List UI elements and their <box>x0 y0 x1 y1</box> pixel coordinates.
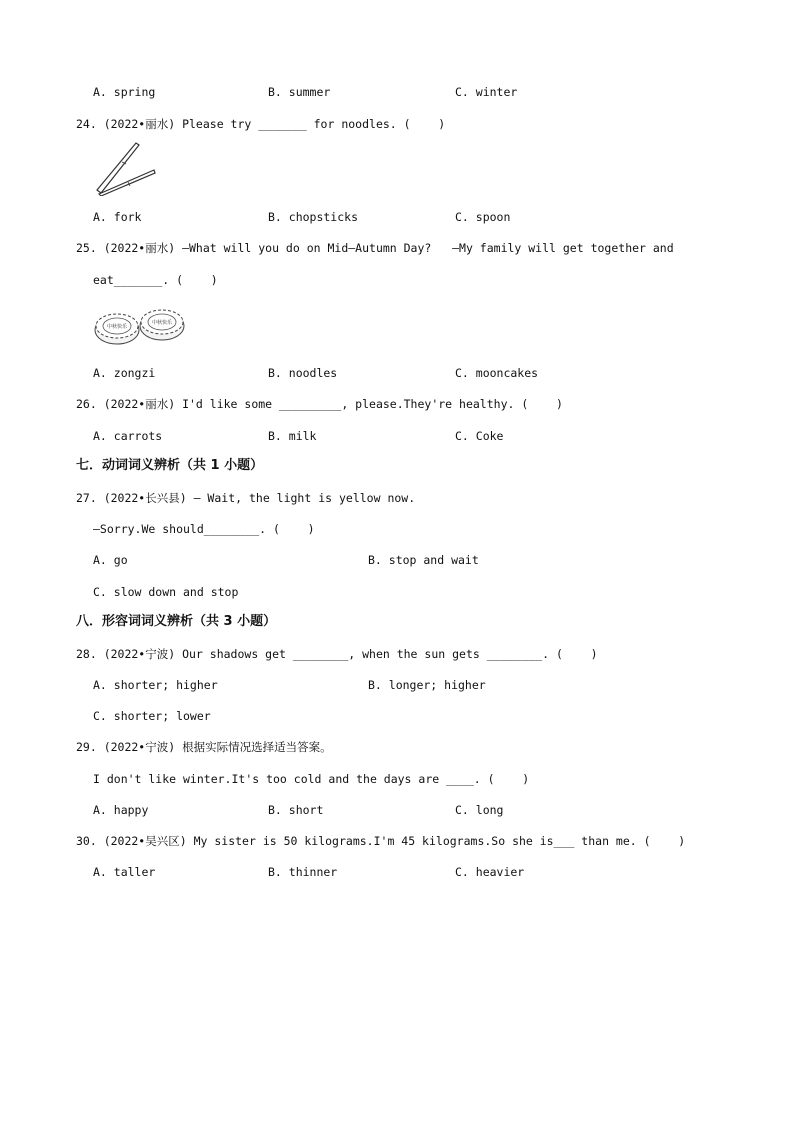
mooncake-right-text: 中秋快乐 <box>151 320 173 326</box>
q24-option-a[interactable]: A. fork <box>93 210 142 224</box>
chopsticks-icon <box>94 140 158 196</box>
q24-option-c[interactable]: C. spoon <box>455 210 511 224</box>
q27-stem-line1: 27. (2022•长兴县) – Wait, the light is yellow now. <box>76 491 416 505</box>
section-8-title: 八．形容词词义辨析（共 3 小题） <box>76 614 277 629</box>
q27-option-b[interactable]: B. stop and wait <box>368 553 479 567</box>
section-7-title: 七．动词词义辨析（共 1 小题） <box>76 458 264 473</box>
q30-option-a[interactable]: A. taller <box>93 865 156 879</box>
q24-stem: 24. (2022•丽水) Please try _______ for noodles. ( ) <box>76 117 446 131</box>
q24-option-b[interactable]: B. chopsticks <box>268 210 359 224</box>
mooncake-left-text: 中秋快乐 <box>106 324 128 330</box>
q25-option-a[interactable]: A. zongzi <box>93 366 156 380</box>
q30-option-c[interactable]: C. heavier <box>455 865 525 879</box>
q28-option-a[interactable]: A. shorter; higher <box>93 678 218 692</box>
q25-option-c[interactable]: C. mooncakes <box>455 366 539 380</box>
q25-stem-line2: eat_______. ( ) <box>93 273 218 287</box>
q28-option-b[interactable]: B. longer; higher <box>368 678 486 692</box>
q25-option-b[interactable]: B. noodles <box>268 366 338 380</box>
q26-option-a[interactable]: A. carrots <box>93 429 163 443</box>
q27-option-c[interactable]: C. slow down and stop <box>93 585 239 599</box>
q23-option-b[interactable]: B. summer <box>268 85 331 99</box>
q29-stem: 29. (2022•宁波) 根据实际情况选择适当答案。 <box>76 740 332 754</box>
q27-stem-line2: –Sorry.We should________. ( ) <box>93 522 315 536</box>
q28-stem: 28. (2022•宁波) Our shadows get ________, when the sun gets ________. ( ) <box>76 647 598 661</box>
q27-option-a[interactable]: A. go <box>93 553 128 567</box>
q26-stem: 26. (2022•丽水) I'd like some _________, please.They're healthy. ( ) <box>76 397 563 411</box>
q30-stem: 30. (2022•吴兴区) My sister is 50 kilograms.I'm 45 kilograms.So she is___ than me. ( ) <box>76 834 686 848</box>
q29-sentence: I don't like winter.It's too cold and the days are ____. ( ) <box>93 772 530 786</box>
q26-option-c[interactable]: C. Coke <box>455 429 504 443</box>
q23-option-c[interactable]: C. winter <box>455 85 518 99</box>
q29-option-a[interactable]: A. happy <box>93 803 149 817</box>
q25-stem-line1: 25. (2022•丽水) –What will you do on Mid–Autumn Day? –My family will get together and <box>76 241 674 255</box>
q30-option-b[interactable]: B. thinner <box>268 865 338 879</box>
mooncakes-icon <box>94 306 188 346</box>
q29-option-b[interactable]: B. short <box>268 803 324 817</box>
q28-option-c[interactable]: C. shorter; lower <box>93 709 211 723</box>
q26-option-b[interactable]: B. milk <box>268 429 317 443</box>
q23-option-a[interactable]: A. spring <box>93 85 156 99</box>
q29-option-c[interactable]: C. long <box>455 803 504 817</box>
